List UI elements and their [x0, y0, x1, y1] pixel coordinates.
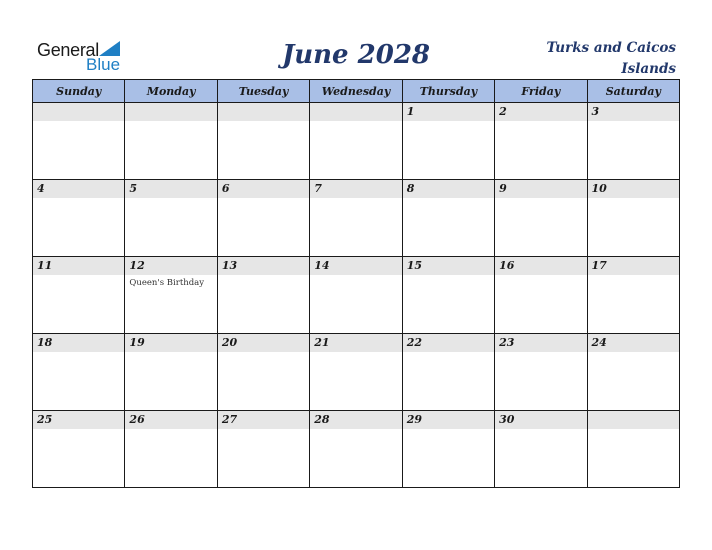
day-cell — [310, 103, 402, 180]
day-number: 30 — [499, 413, 515, 426]
day-number-band — [33, 257, 124, 275]
day-number-band — [310, 411, 401, 429]
day-number: 28 — [314, 413, 330, 426]
week-row — [33, 411, 680, 488]
weekday-header: Tuesday — [217, 80, 309, 103]
day-number-band — [125, 411, 216, 429]
holiday-label: Queen's Birthday — [129, 278, 205, 288]
day-cell — [402, 180, 494, 257]
day-cell — [310, 257, 402, 334]
day-number-band — [403, 411, 494, 429]
day-cell — [125, 257, 217, 334]
day-number-band — [218, 411, 309, 429]
weekday-header: Thursday — [402, 80, 494, 103]
day-number-band — [125, 257, 216, 275]
day-number: 22 — [406, 336, 422, 349]
day-number-band — [310, 180, 401, 198]
day-cell — [587, 103, 679, 180]
day-cell — [217, 103, 309, 180]
day-number: 15 — [406, 259, 422, 272]
day-cell — [402, 334, 494, 411]
day-cell — [495, 257, 587, 334]
day-number: 4 — [37, 182, 45, 195]
day-number: 29 — [406, 413, 422, 426]
day-number: 12 — [129, 259, 145, 272]
country-name: Turks and Caicos Islands — [546, 40, 676, 77]
day-cell — [495, 411, 587, 488]
day-number-band — [310, 103, 401, 121]
day-cell — [125, 103, 217, 180]
day-cell — [495, 334, 587, 411]
day-number: 3 — [591, 105, 600, 118]
day-cell — [495, 103, 587, 180]
day-number: 10 — [591, 182, 607, 195]
day-cell — [402, 103, 494, 180]
calendar-grid — [32, 79, 680, 488]
week-row — [33, 257, 680, 334]
day-number: 23 — [499, 336, 515, 349]
day-number-band — [588, 257, 679, 275]
day-cell — [33, 411, 125, 488]
day-number: 19 — [129, 336, 145, 349]
day-cell — [217, 334, 309, 411]
day-number-band — [588, 334, 679, 352]
weekday-header: Saturday — [587, 80, 679, 103]
day-number-band — [218, 180, 309, 198]
day-number: 25 — [37, 413, 53, 426]
day-number: 14 — [314, 259, 330, 272]
day-number-band — [33, 334, 124, 352]
day-number: 2 — [499, 105, 507, 118]
day-cell — [310, 411, 402, 488]
day-cell — [217, 257, 309, 334]
day-number: 1 — [406, 105, 415, 118]
day-cell — [217, 411, 309, 488]
day-cell — [587, 411, 679, 488]
day-cell — [402, 257, 494, 334]
day-number-band — [403, 180, 494, 198]
weekday-header: Monday — [125, 80, 217, 103]
weekday-header-row — [33, 80, 680, 103]
day-number: 11 — [37, 259, 53, 272]
day-number: 24 — [591, 336, 607, 349]
day-number: 13 — [221, 259, 238, 272]
day-cell — [495, 180, 587, 257]
day-cell — [310, 180, 402, 257]
day-number-band — [218, 103, 309, 121]
day-cell — [402, 411, 494, 488]
day-cell — [587, 334, 679, 411]
day-cell — [125, 334, 217, 411]
day-cell — [125, 180, 217, 257]
day-number-band — [495, 334, 586, 352]
day-number: 18 — [37, 336, 53, 349]
day-number-band — [588, 103, 679, 121]
day-number: 7 — [314, 182, 322, 195]
day-cell — [33, 103, 125, 180]
day-number: 5 — [129, 182, 138, 195]
day-number: 6 — [221, 182, 230, 195]
day-number-band — [310, 257, 401, 275]
day-number-band — [403, 103, 494, 121]
weekday-header: Sunday — [33, 80, 125, 103]
day-number-band — [588, 180, 679, 198]
day-number: 26 — [129, 413, 145, 426]
day-number-band — [125, 103, 216, 121]
day-number-band — [218, 257, 309, 275]
day-number-band — [33, 103, 124, 121]
day-number-band — [403, 334, 494, 352]
day-number: 8 — [406, 182, 415, 195]
day-number-band — [33, 180, 124, 198]
week-row — [33, 103, 680, 180]
day-number-band — [495, 180, 586, 198]
day-number: 9 — [499, 182, 507, 195]
day-cell — [217, 180, 309, 257]
day-cell — [33, 334, 125, 411]
week-row — [33, 180, 680, 257]
day-cell — [587, 180, 679, 257]
day-number-band — [33, 411, 124, 429]
day-cell — [310, 334, 402, 411]
weekday-header: Friday — [495, 80, 587, 103]
day-number: 16 — [499, 259, 515, 272]
day-cell — [125, 411, 217, 488]
day-number-band — [588, 411, 679, 429]
day-number-band — [403, 257, 494, 275]
weekday-header: Wednesday — [310, 80, 402, 103]
day-cell — [33, 257, 125, 334]
day-number-band — [310, 334, 401, 352]
day-number-band — [125, 334, 216, 352]
day-cell — [587, 257, 679, 334]
day-number-band — [495, 257, 586, 275]
day-number-band — [495, 411, 586, 429]
week-row — [33, 334, 680, 411]
day-number: 21 — [314, 336, 330, 349]
logo-blue-text: Blue — [86, 55, 121, 74]
day-number: 27 — [221, 413, 238, 426]
day-number-band — [125, 180, 216, 198]
day-number-band — [495, 103, 586, 121]
day-number: 17 — [591, 259, 607, 272]
day-cell — [33, 180, 125, 257]
logo-general-text: General — [37, 40, 99, 60]
day-number-band — [218, 334, 309, 352]
calendar-title: June 2028 — [281, 40, 431, 70]
day-number: 20 — [221, 336, 238, 349]
